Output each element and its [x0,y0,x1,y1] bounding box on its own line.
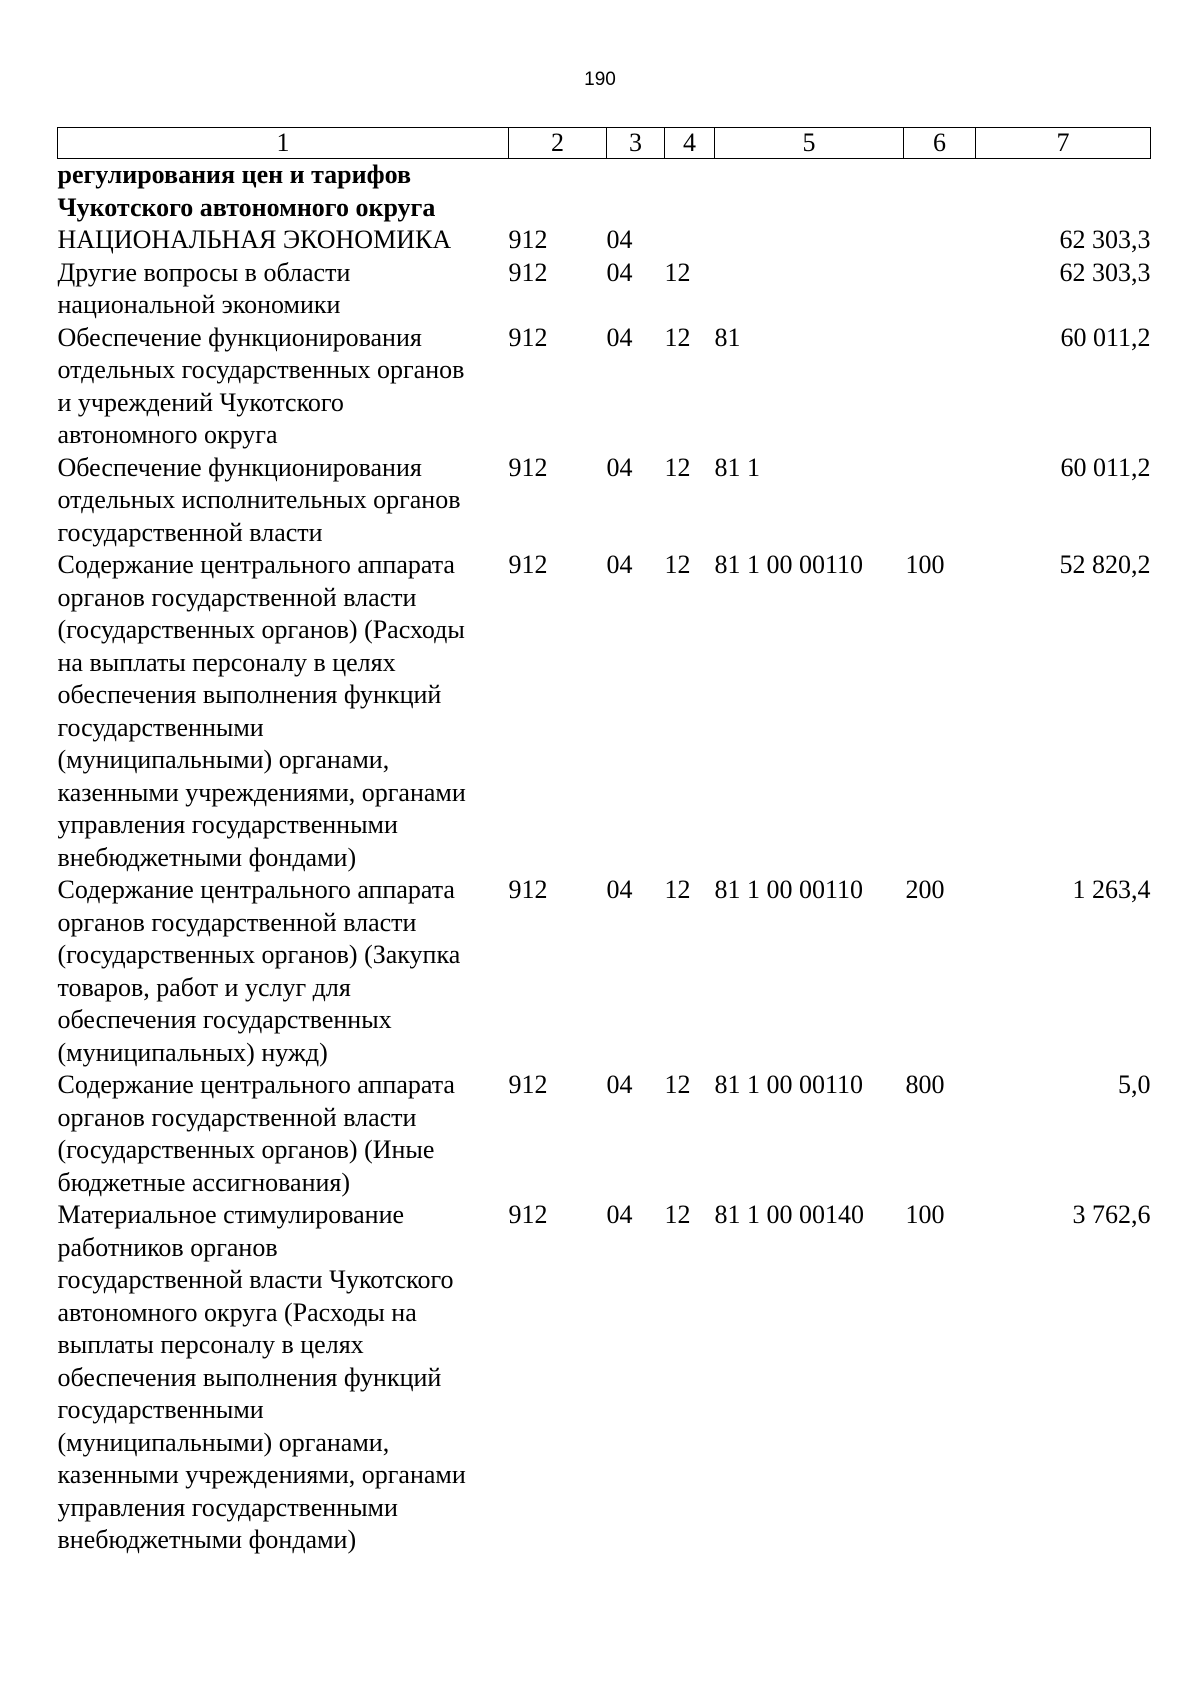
row-subsection-code [665,159,715,225]
row-name-line: внебюджетными фондами) [57,1525,357,1554]
row-name-line: управления государственными [57,810,398,839]
row-name-line: бюджетные ассигнования) [57,1167,351,1197]
row-name [58,1069,509,1199]
row-section-code: 04 [606,1070,633,1099]
row-chapter-code: 912 [508,452,548,482]
row-name-line: автономного округа (Расходы на [57,1297,417,1327]
row-name-line: органов государственной власти [57,1102,417,1132]
table-row [58,257,1151,322]
row-chapter-code [509,159,607,225]
table-body [58,159,1151,1557]
row-amount: 52 820,2 [1059,550,1151,579]
row-chapter-code: 912 [508,875,548,904]
row-amount: 60 011,2 [1060,322,1151,352]
row-expense-type: 100 [905,550,945,579]
row-expense-type [904,452,976,550]
row-amount: 5,0 [1118,1070,1151,1099]
row-name-line: управления государственными [57,1492,398,1522]
row-amount: 62 303,3 [1059,225,1151,254]
row-target-article [715,224,904,257]
row-amount: 62 303,3 [1059,257,1151,287]
row-subsection-code: 12 [664,1200,691,1229]
row-expense-type [904,159,976,225]
row-chapter-code: 912 [508,257,548,287]
row-amount: 3 762,6 [1072,1200,1151,1229]
row-subsection-code: 12 [664,875,691,904]
row-subsection-code: 12 [664,452,691,482]
row-name-line: органов государственной власти [57,907,417,937]
table-row [58,1199,1151,1557]
row-name-line: Чукотского автономного округа [57,192,436,222]
row-name-line: Содержание центрального аппарата [57,1070,455,1099]
table-row [58,874,1151,1069]
row-name-line: Содержание центрального аппарата [57,875,455,904]
budget-table [57,127,1151,1557]
row-section-code: 04 [606,225,633,254]
row-target-article: 81 1 [714,452,760,482]
table-row [58,1069,1151,1199]
row-name-line: внебюджетными фондами) [57,842,357,872]
row-section-code [607,159,665,225]
row-subsection-code: 12 [664,322,691,352]
row-subsection-code [665,224,715,257]
row-name-line: отдельных государственных органов [57,355,465,384]
header-col-7: 7 [976,128,1151,159]
row-name [58,322,509,452]
row-subsection-code: 12 [664,1070,691,1099]
row-name [58,1199,509,1557]
row-name-line: обеспечения государственных [57,1005,392,1034]
row-chapter-code: 912 [508,225,548,254]
row-name-line: выплаты персоналу в целях [57,1330,364,1359]
row-name-line: автономного округа [57,420,278,449]
row-target-article [715,257,904,322]
header-col-3: 3 [607,128,665,159]
row-expense-type [904,257,976,322]
row-name-line: национальной экономики [57,290,341,319]
row-name-line: (муниципальными) органами, [57,745,390,774]
row-expense-type [904,322,976,452]
row-chapter-code: 912 [508,322,548,352]
header-col-1: 1 [58,128,509,159]
row-name-line: регулирования цен и тарифов [57,160,412,189]
row-target-article: 81 1 00 00110 [714,550,864,579]
row-name-line: товаров, работ и услуг для [57,972,351,1002]
row-amount [976,159,1151,225]
row-name [58,874,509,1069]
table-row [58,549,1151,874]
row-section-code: 04 [606,875,633,904]
row-name [58,159,509,225]
row-name [58,257,509,322]
row-name-line: органов государственной власти [57,582,417,612]
row-name-line: (государственных органов) (Иные [57,1135,435,1164]
row-name-line: Материальное стимулирование [57,1200,405,1229]
row-name-line: обеспечения выполнения функций [57,1362,442,1392]
row-section-code: 04 [606,550,633,579]
row-name-line: государственными [57,712,264,742]
row-name-line: казенными учреждениями, органами [57,1460,466,1489]
header-col-4: 4 [665,128,715,159]
row-name-line: на выплаты персоналу в целях [57,647,396,677]
table-row [58,322,1151,452]
row-name-line: казенными учреждениями, органами [57,777,466,807]
row-target-article: 81 [714,322,741,352]
row-expense-type: 100 [905,1200,945,1229]
row-name-line: Обеспечение функционирования [57,322,422,352]
row-name-line: государственной власти [57,517,323,547]
row-section-code: 04 [606,322,633,352]
table-row [58,159,1151,225]
header-col-6: 6 [904,128,976,159]
row-name-line: государственной власти Чукотского [57,1265,454,1294]
row-name [58,452,509,550]
row-name [58,224,509,257]
row-name-line: НАЦИОНАЛЬНАЯ ЭКОНОМИКА [57,225,452,254]
row-chapter-code: 912 [508,1070,548,1099]
row-name-line: (государственных органов) (Закупка [57,940,461,969]
row-amount: 1 263,4 [1072,875,1151,904]
row-expense-type [904,224,976,257]
row-amount: 60 011,2 [1060,452,1151,482]
row-expense-type: 200 [905,875,945,904]
row-name [58,549,509,874]
page-number: 190 [584,69,616,90]
row-name-line: (муниципальными) органами, [57,1427,390,1457]
row-target-article: 81 1 00 00110 [714,875,864,904]
row-section-code: 04 [606,257,633,287]
row-section-code: 04 [606,1200,633,1229]
row-name-line: отдельных исполнительных органов [57,485,461,514]
row-target-article: 81 1 00 00110 [714,1070,864,1099]
row-name-line: Содержание центрального аппарата [57,550,455,579]
row-chapter-code: 912 [508,1200,548,1229]
row-section-code: 04 [606,452,633,482]
table-row [58,452,1151,550]
header-col-5: 5 [715,128,904,159]
row-name-line: и учреждений Чукотского [57,387,344,417]
row-name-line: Обеспечение функционирования [57,452,422,482]
row-name-line: Другие вопросы в области [57,257,351,287]
row-name-line: (государственных органов) (Расходы [57,615,465,644]
row-name-line: (муниципальных) нужд) [57,1037,328,1067]
row-name-line: государственными [57,1395,264,1424]
row-name-line: обеспечения выполнения функций [57,680,442,709]
row-subsection-code: 12 [664,550,691,579]
row-chapter-code: 912 [508,550,548,579]
row-expense-type: 800 [905,1070,945,1099]
row-target-article [715,159,904,225]
header-row [58,128,1151,159]
header-col-2: 2 [509,128,607,159]
row-name-line: работников органов [57,1232,278,1262]
table-header [58,128,1151,159]
row-subsection-code: 12 [664,257,691,287]
table-row [58,224,1151,257]
row-target-article: 81 1 00 00140 [714,1200,864,1229]
